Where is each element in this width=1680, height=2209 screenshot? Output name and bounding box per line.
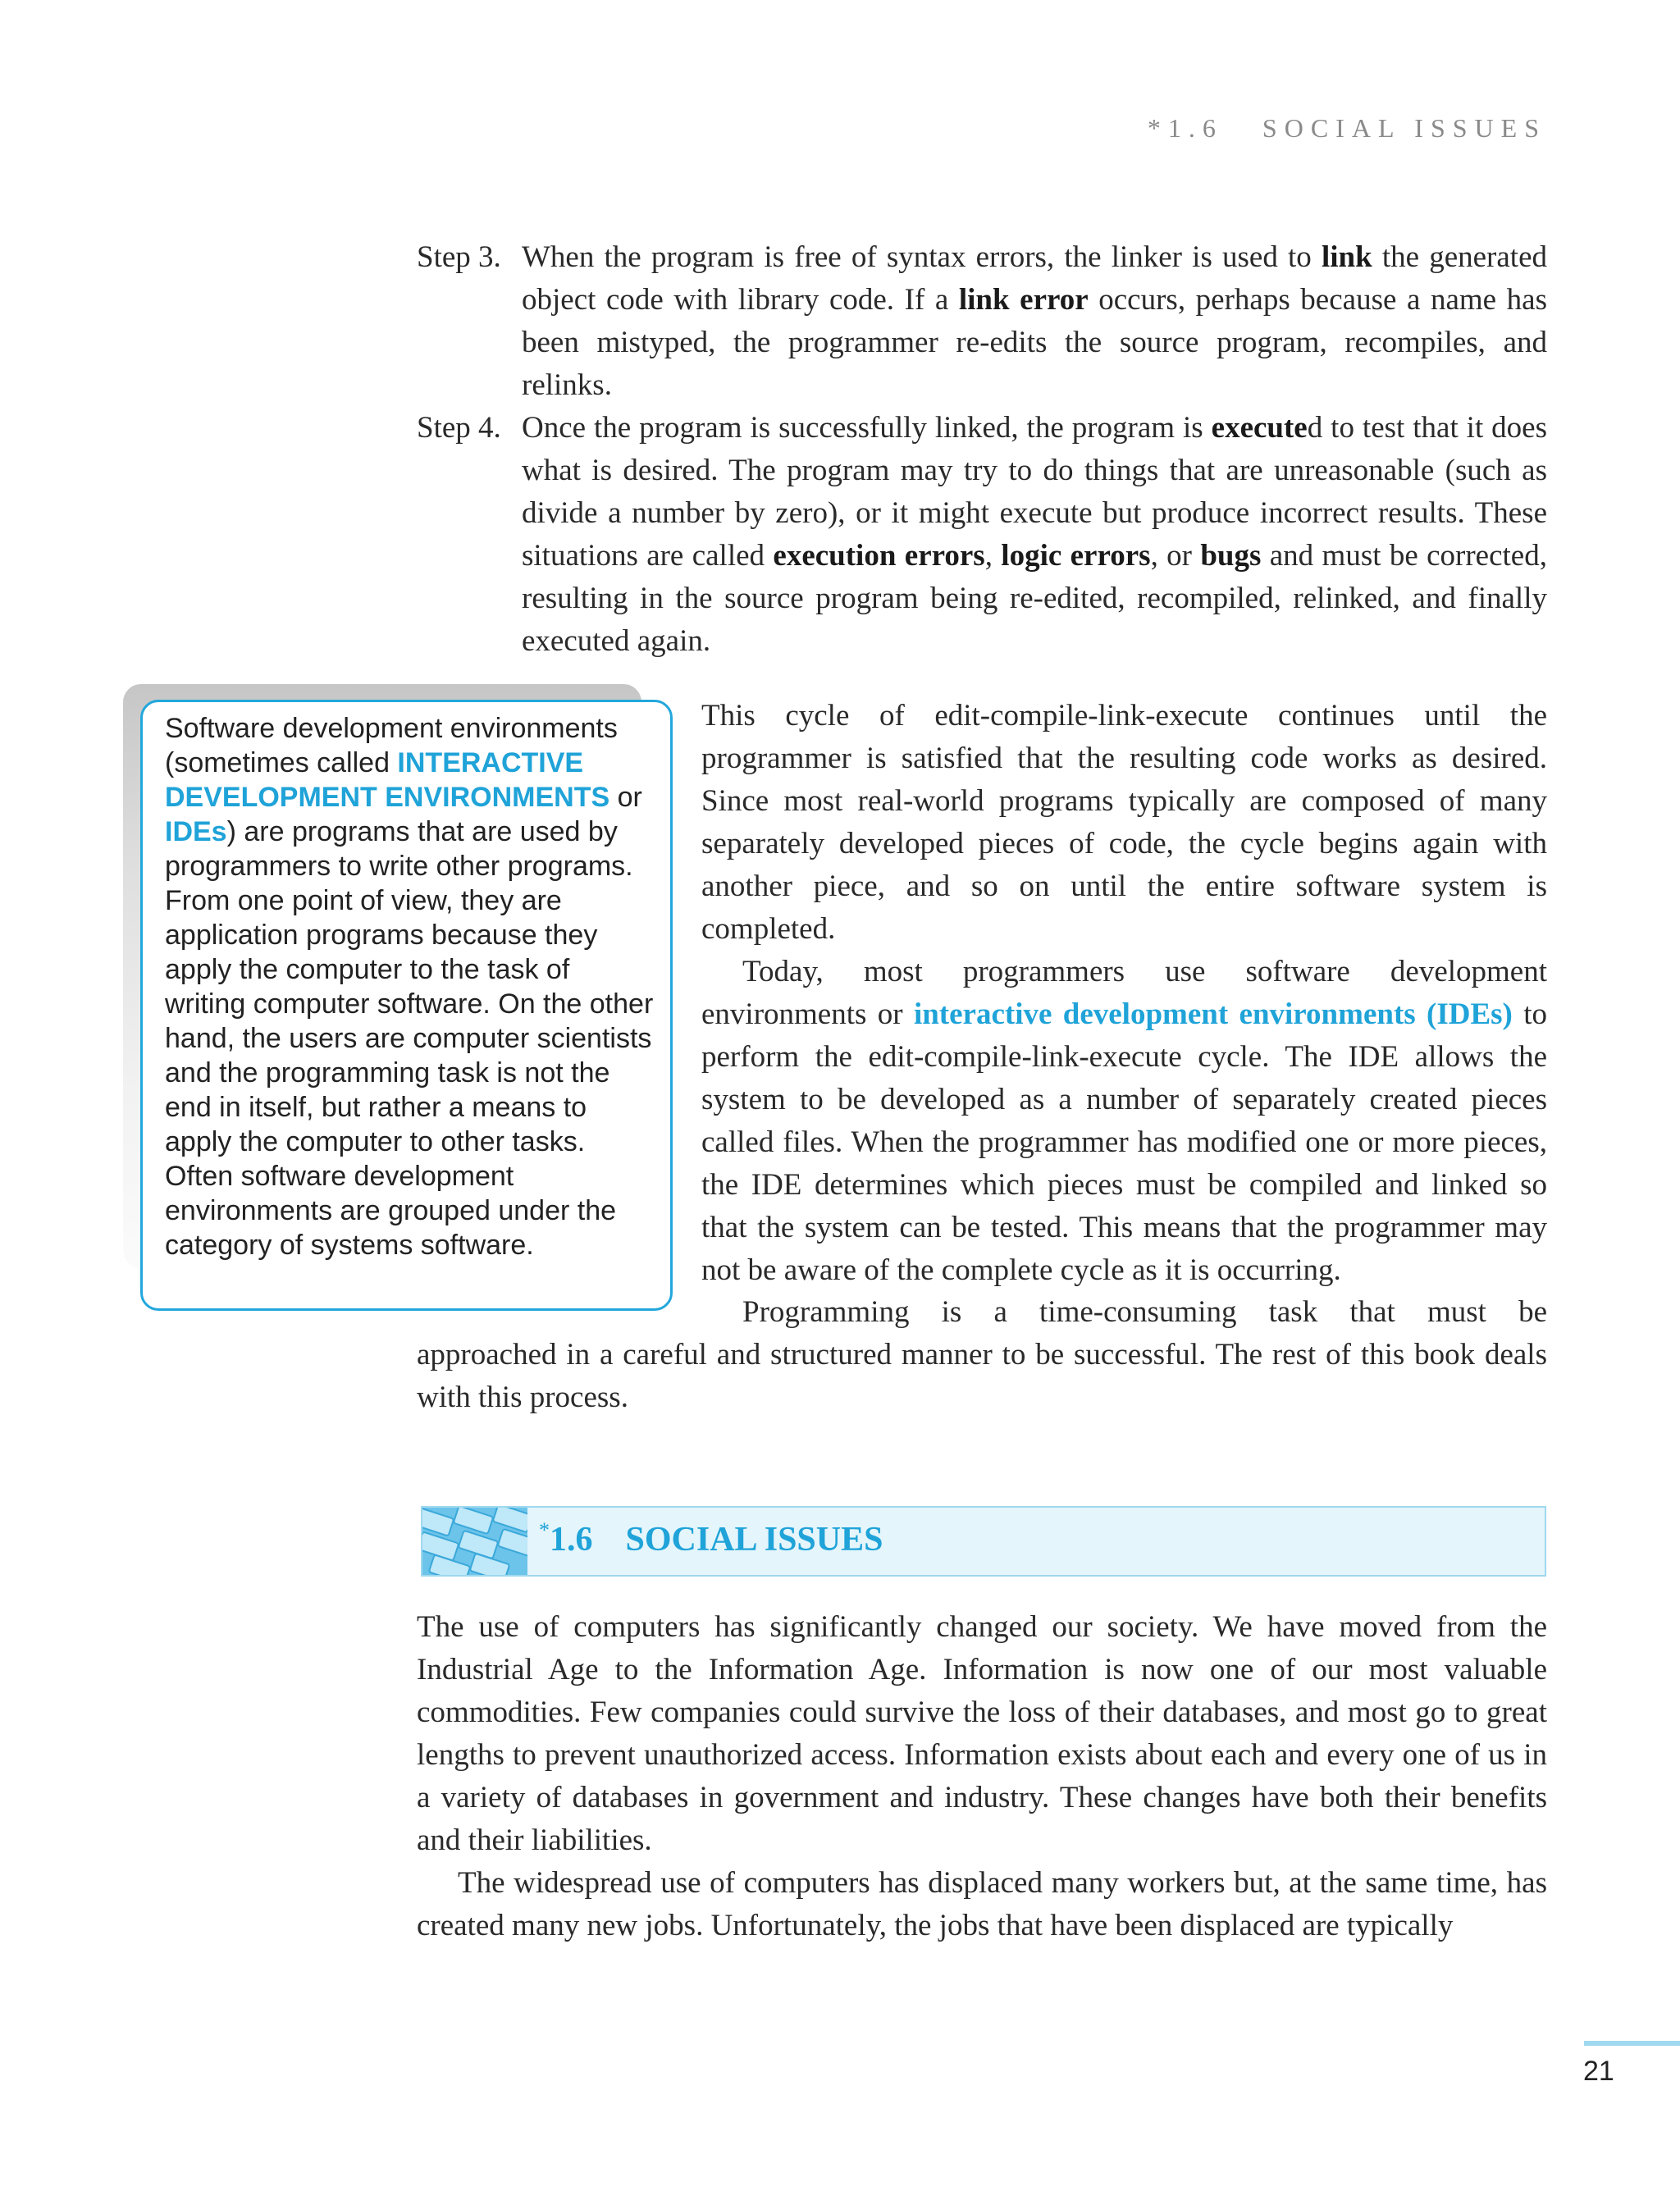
term-logic-errors: logic errors bbox=[1001, 539, 1151, 573]
note-keyword-ide: INTERACTIVE DEVELOPMENT ENVIRONMENTS bbox=[165, 747, 610, 813]
paragraph-social-1: The use of computers has significantly changed our society. We have moved from the Industrial Age to the Information Age. Information is now one of our most valuable commodities. Few companies could survive the loss of their databases, and most go to great lengths to prevent unauthorized access. Information exists about each and every one of us in a variety of databases in government and industry. These changes have both their benefits and their liabilities. bbox=[417, 1610, 1547, 1857]
section-title-text: SOCIAL ISSUES bbox=[625, 1521, 883, 1559]
note-text: or bbox=[609, 782, 642, 813]
page-number-accent bbox=[1584, 2041, 1680, 2046]
section-star: * bbox=[539, 1518, 550, 1542]
note-text: ) are programs that are used by programmers to write other programs. From one point of view, they are application programs because they apply the computer to the task of writing computer software. On the other hand, the users are computer scientists and the programming task is not the end in itself, but rather a means to apply the computer to other tasks. Often software development environments are grouped under the category of systems software. bbox=[165, 816, 654, 1261]
step-list bbox=[417, 236, 1547, 663]
term-execute: execute bbox=[1211, 411, 1308, 445]
step-text: , bbox=[984, 539, 1002, 573]
margin-note bbox=[140, 700, 673, 1311]
step-text: and must be corrected, resulting in the source program being re-edited, recompiled, relinked, and finally executed again. bbox=[522, 539, 1547, 658]
term-bugs: bugs bbox=[1200, 539, 1262, 573]
term-link: link bbox=[1321, 240, 1372, 274]
paragraph-social-2: The widespread use of computers has displaced many workers but, at the same time, has created many new jobs. Unfortunately, the jobs that have been displaced are typically bbox=[417, 1866, 1547, 1942]
running-head-title: SOCIAL ISSUES bbox=[1262, 113, 1546, 143]
step-text: , or bbox=[1150, 539, 1201, 573]
section-number: 1.6 bbox=[550, 1521, 593, 1559]
page-number: 21 bbox=[1583, 2056, 1614, 2087]
section-title bbox=[539, 1518, 883, 1559]
note-keyword-ides: IDEs bbox=[165, 816, 227, 847]
section-heading-bar bbox=[421, 1506, 1546, 1577]
step-label: Step 4. bbox=[417, 411, 501, 445]
step-text: Once the program is successfully linked, the program is bbox=[522, 411, 1212, 445]
step-4 bbox=[417, 407, 1547, 663]
paragraph-text: Today, most programmers use software development environments or bbox=[701, 955, 1547, 1031]
step-3 bbox=[417, 236, 1547, 407]
step-text: occurs, perhaps because a name has been mistyped, the programmer re-edits the source program, recompiles, and relinks. bbox=[522, 283, 1547, 402]
paragraph-cycle: This cycle of edit-compile-link-execute continues until the programmer is satisfied that the resulting code works as desired. Since most real-world programs typically are composed of many separately developed pieces of code, the cycle begins again with another piece, and so on until the entire software system is completed. bbox=[701, 699, 1547, 946]
note-text: Software development environments (sometimes called bbox=[165, 713, 618, 778]
paragraph-programming-line1: Programming is a time-consuming task that must be bbox=[742, 1295, 1547, 1329]
step-text: the generated object code with library code. If a bbox=[522, 240, 1547, 317]
step-text: When the program is free of syntax errors, the linker is used to bbox=[522, 240, 1322, 274]
paragraph-text: to perform the edit-compile-link-execute cycle. The IDE allows the system to be developed as a number of separately created pieces called files. When the programmer has modified one or more pieces, the IDE determines which pieces must be compiled and linked so that the system can be tested. This means that the programmer may not be aware of the complete cycle as it is occurring. bbox=[701, 997, 1548, 1287]
step-text: d to test that it does what is desired. The program may try to do things that are unreasonable (such as divide a number by zero), or it might execute but produce incorrect results. These situations are called bbox=[522, 411, 1548, 573]
term-execution-errors: execution errors bbox=[773, 539, 985, 573]
paragraph-ide bbox=[701, 951, 1547, 1292]
keyboard-graphic bbox=[422, 1508, 527, 1575]
term-link-error: link error bbox=[958, 283, 1089, 317]
running-head-number: *1.6 bbox=[1147, 113, 1223, 143]
paragraph-programming-rest: approached in a careful and structured manner to be successful. The rest of this book deals with this process. bbox=[417, 1338, 1547, 1414]
running-head bbox=[1148, 113, 1546, 144]
step-label: Step 3. bbox=[417, 240, 501, 274]
key-term-ide: interactive development environments (IDEs) bbox=[913, 997, 1513, 1031]
